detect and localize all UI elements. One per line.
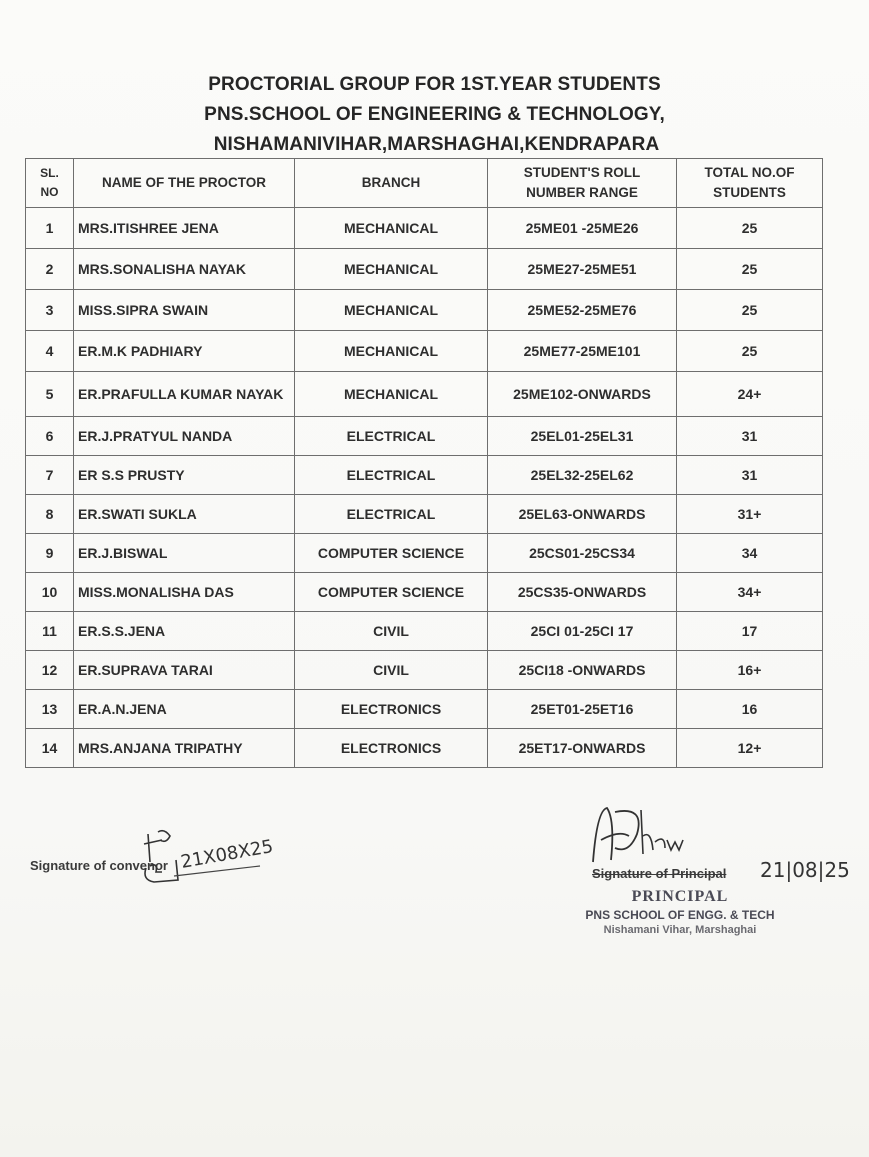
cell-total-students: 25 — [677, 249, 823, 290]
table-row — [26, 456, 823, 495]
cell-branch: ELECTRICAL — [295, 456, 488, 495]
convenor-signature-label: Signature of convenor — [30, 858, 168, 873]
cell-proctor-name: ER.M.K PADHIARY — [74, 331, 295, 372]
cell-proctor-name: ER.PRAFULLA KUMAR NAYAK — [74, 372, 295, 417]
table-row — [26, 612, 823, 651]
cell-proctor-name: ER.SWATI SUKLA — [74, 495, 295, 534]
header-total — [677, 159, 823, 208]
cell-roll-range: 25CS01-25CS34 — [488, 534, 677, 573]
cell-sl-no: 8 — [26, 495, 74, 534]
convenor-signature-icon — [140, 822, 310, 892]
table-row — [26, 290, 823, 331]
cell-total-students: 12+ — [677, 729, 823, 768]
cell-total-students: 17 — [677, 612, 823, 651]
cell-total-students: 31 — [677, 417, 823, 456]
cell-proctor-name: MISS.SIPRA SWAIN — [74, 290, 295, 331]
cell-sl-no: 14 — [26, 729, 74, 768]
cell-total-students: 34+ — [677, 573, 823, 612]
header-branch: BRANCH — [295, 159, 488, 208]
table-row — [26, 690, 823, 729]
cell-branch: ELECTRONICS — [295, 690, 488, 729]
header-roll-line1: STUDENT'S ROLL — [523, 165, 641, 180]
cell-roll-range: 25ME77-25ME101 — [488, 331, 677, 372]
header-roll-line2: NUMBER RANGE — [526, 185, 638, 200]
cell-proctor-name: MRS.SONALISHA NAYAK — [74, 249, 295, 290]
cell-total-students: 34 — [677, 534, 823, 573]
table-row — [26, 331, 823, 372]
heading-address: NISHAMANIVIHAR,MARSHAGHAI,KENDRAPARA — [213, 134, 660, 155]
convenor-date: 21X08X25 — [179, 836, 275, 873]
header-sl-no — [26, 159, 74, 208]
cell-total-students: 31+ — [677, 495, 823, 534]
cell-sl-no: 2 — [26, 249, 74, 290]
cell-proctor-name: MRS.ANJANA TRIPATHY — [74, 729, 295, 768]
cell-proctor-name: MISS.MONALISHA DAS — [74, 573, 295, 612]
document-heading — [0, 70, 869, 160]
cell-proctor-name: ER.S.S.JENA — [74, 612, 295, 651]
stamp-school: PNS SCHOOL OF ENGG. & TECH — [585, 908, 775, 922]
cell-roll-range: 25EL32-25EL62 — [488, 456, 677, 495]
cell-branch: ELECTRICAL — [295, 495, 488, 534]
cell-sl-no: 11 — [26, 612, 74, 651]
cell-branch: MECHANICAL — [295, 208, 488, 249]
cell-branch: COMPUTER SCIENCE — [295, 534, 488, 573]
cell-proctor-name: ER.SUPRAVA TARAI — [74, 651, 295, 690]
cell-proctor-name: MRS.ITISHREE JENA — [74, 208, 295, 249]
cell-total-students: 25 — [677, 331, 823, 372]
table-row — [26, 534, 823, 573]
cell-total-students: 25 — [677, 208, 823, 249]
header-roll-range — [488, 159, 677, 208]
cell-branch: COMPUTER SCIENCE — [295, 573, 488, 612]
cell-sl-no: 7 — [26, 456, 74, 495]
cell-total-students: 25 — [677, 290, 823, 331]
cell-proctor-name: ER.J.PRATYUL NANDA — [74, 417, 295, 456]
cell-sl-no: 6 — [26, 417, 74, 456]
cell-proctor-name: ER S.S PRUSTY — [74, 456, 295, 495]
cell-branch: MECHANICAL — [295, 331, 488, 372]
cell-sl-no: 4 — [26, 331, 74, 372]
cell-roll-range: 25CI18 -ONWARDS — [488, 651, 677, 690]
cell-branch: ELECTRONICS — [295, 729, 488, 768]
header-sl-line2: NO — [40, 185, 59, 199]
cell-roll-range: 25ME52-25ME76 — [488, 290, 677, 331]
cell-roll-range: 25ET01-25ET16 — [488, 690, 677, 729]
cell-sl-no: 3 — [26, 290, 74, 331]
cell-sl-no: 5 — [26, 372, 74, 417]
stamp-title: PRINCIPAL — [631, 888, 729, 905]
cell-branch: MECHANICAL — [295, 372, 488, 417]
cell-roll-range: 25CS35-ONWARDS — [488, 573, 677, 612]
table-row — [26, 372, 823, 417]
stamp-address: Nishamani Vihar, Marshaghai — [603, 924, 757, 936]
cell-roll-range: 25EL01-25EL31 — [488, 417, 677, 456]
principal-stamp — [560, 888, 800, 936]
principal-signature-icon — [585, 800, 685, 872]
table-row — [26, 249, 823, 290]
cell-roll-range: 25ME102-ONWARDS — [488, 372, 677, 417]
table-row — [26, 495, 823, 534]
header-total-line2: STUDENTS — [713, 185, 786, 200]
cell-branch: MECHANICAL — [295, 290, 488, 331]
cell-roll-range: 25ME01 -25ME26 — [488, 208, 677, 249]
header-name: NAME OF THE PROCTOR — [74, 159, 295, 208]
cell-roll-range: 25ET17-ONWARDS — [488, 729, 677, 768]
table-row — [26, 208, 823, 249]
cell-roll-range: 25CI 01-25CI 17 — [488, 612, 677, 651]
heading-title: PROCTORIAL GROUP FOR 1ST.YEAR STUDENTS — [208, 74, 661, 95]
cell-sl-no: 13 — [26, 690, 74, 729]
cell-roll-range: 25EL63-ONWARDS — [488, 495, 677, 534]
table-row — [26, 651, 823, 690]
cell-branch: ELECTRICAL — [295, 417, 488, 456]
header-total-line1: TOTAL NO.OF — [704, 165, 795, 180]
table-row — [26, 417, 823, 456]
cell-proctor-name: ER.A.N.JENA — [74, 690, 295, 729]
cell-total-students: 31 — [677, 456, 823, 495]
table-header-row — [26, 159, 823, 208]
cell-branch: MECHANICAL — [295, 249, 488, 290]
cell-total-students: 24+ — [677, 372, 823, 417]
cell-total-students: 16+ — [677, 651, 823, 690]
table-row — [26, 729, 823, 768]
cell-branch: CIVIL — [295, 612, 488, 651]
principal-date: 21|08|25 — [760, 858, 850, 882]
cell-roll-range: 25ME27-25ME51 — [488, 249, 677, 290]
cell-proctor-name: ER.J.BISWAL — [74, 534, 295, 573]
cell-branch: CIVIL — [295, 651, 488, 690]
header-sl-line1: SL. — [40, 166, 59, 180]
table-row — [26, 573, 823, 612]
cell-sl-no: 12 — [26, 651, 74, 690]
cell-sl-no: 10 — [26, 573, 74, 612]
cell-sl-no: 1 — [26, 208, 74, 249]
principal-signature-label: Signature of Principal — [592, 866, 727, 881]
heading-institution: PNS.SCHOOL OF ENGINEERING & TECHNOLOGY, — [204, 104, 665, 125]
cell-sl-no: 9 — [26, 534, 74, 573]
proctor-table — [25, 158, 823, 768]
cell-total-students: 16 — [677, 690, 823, 729]
